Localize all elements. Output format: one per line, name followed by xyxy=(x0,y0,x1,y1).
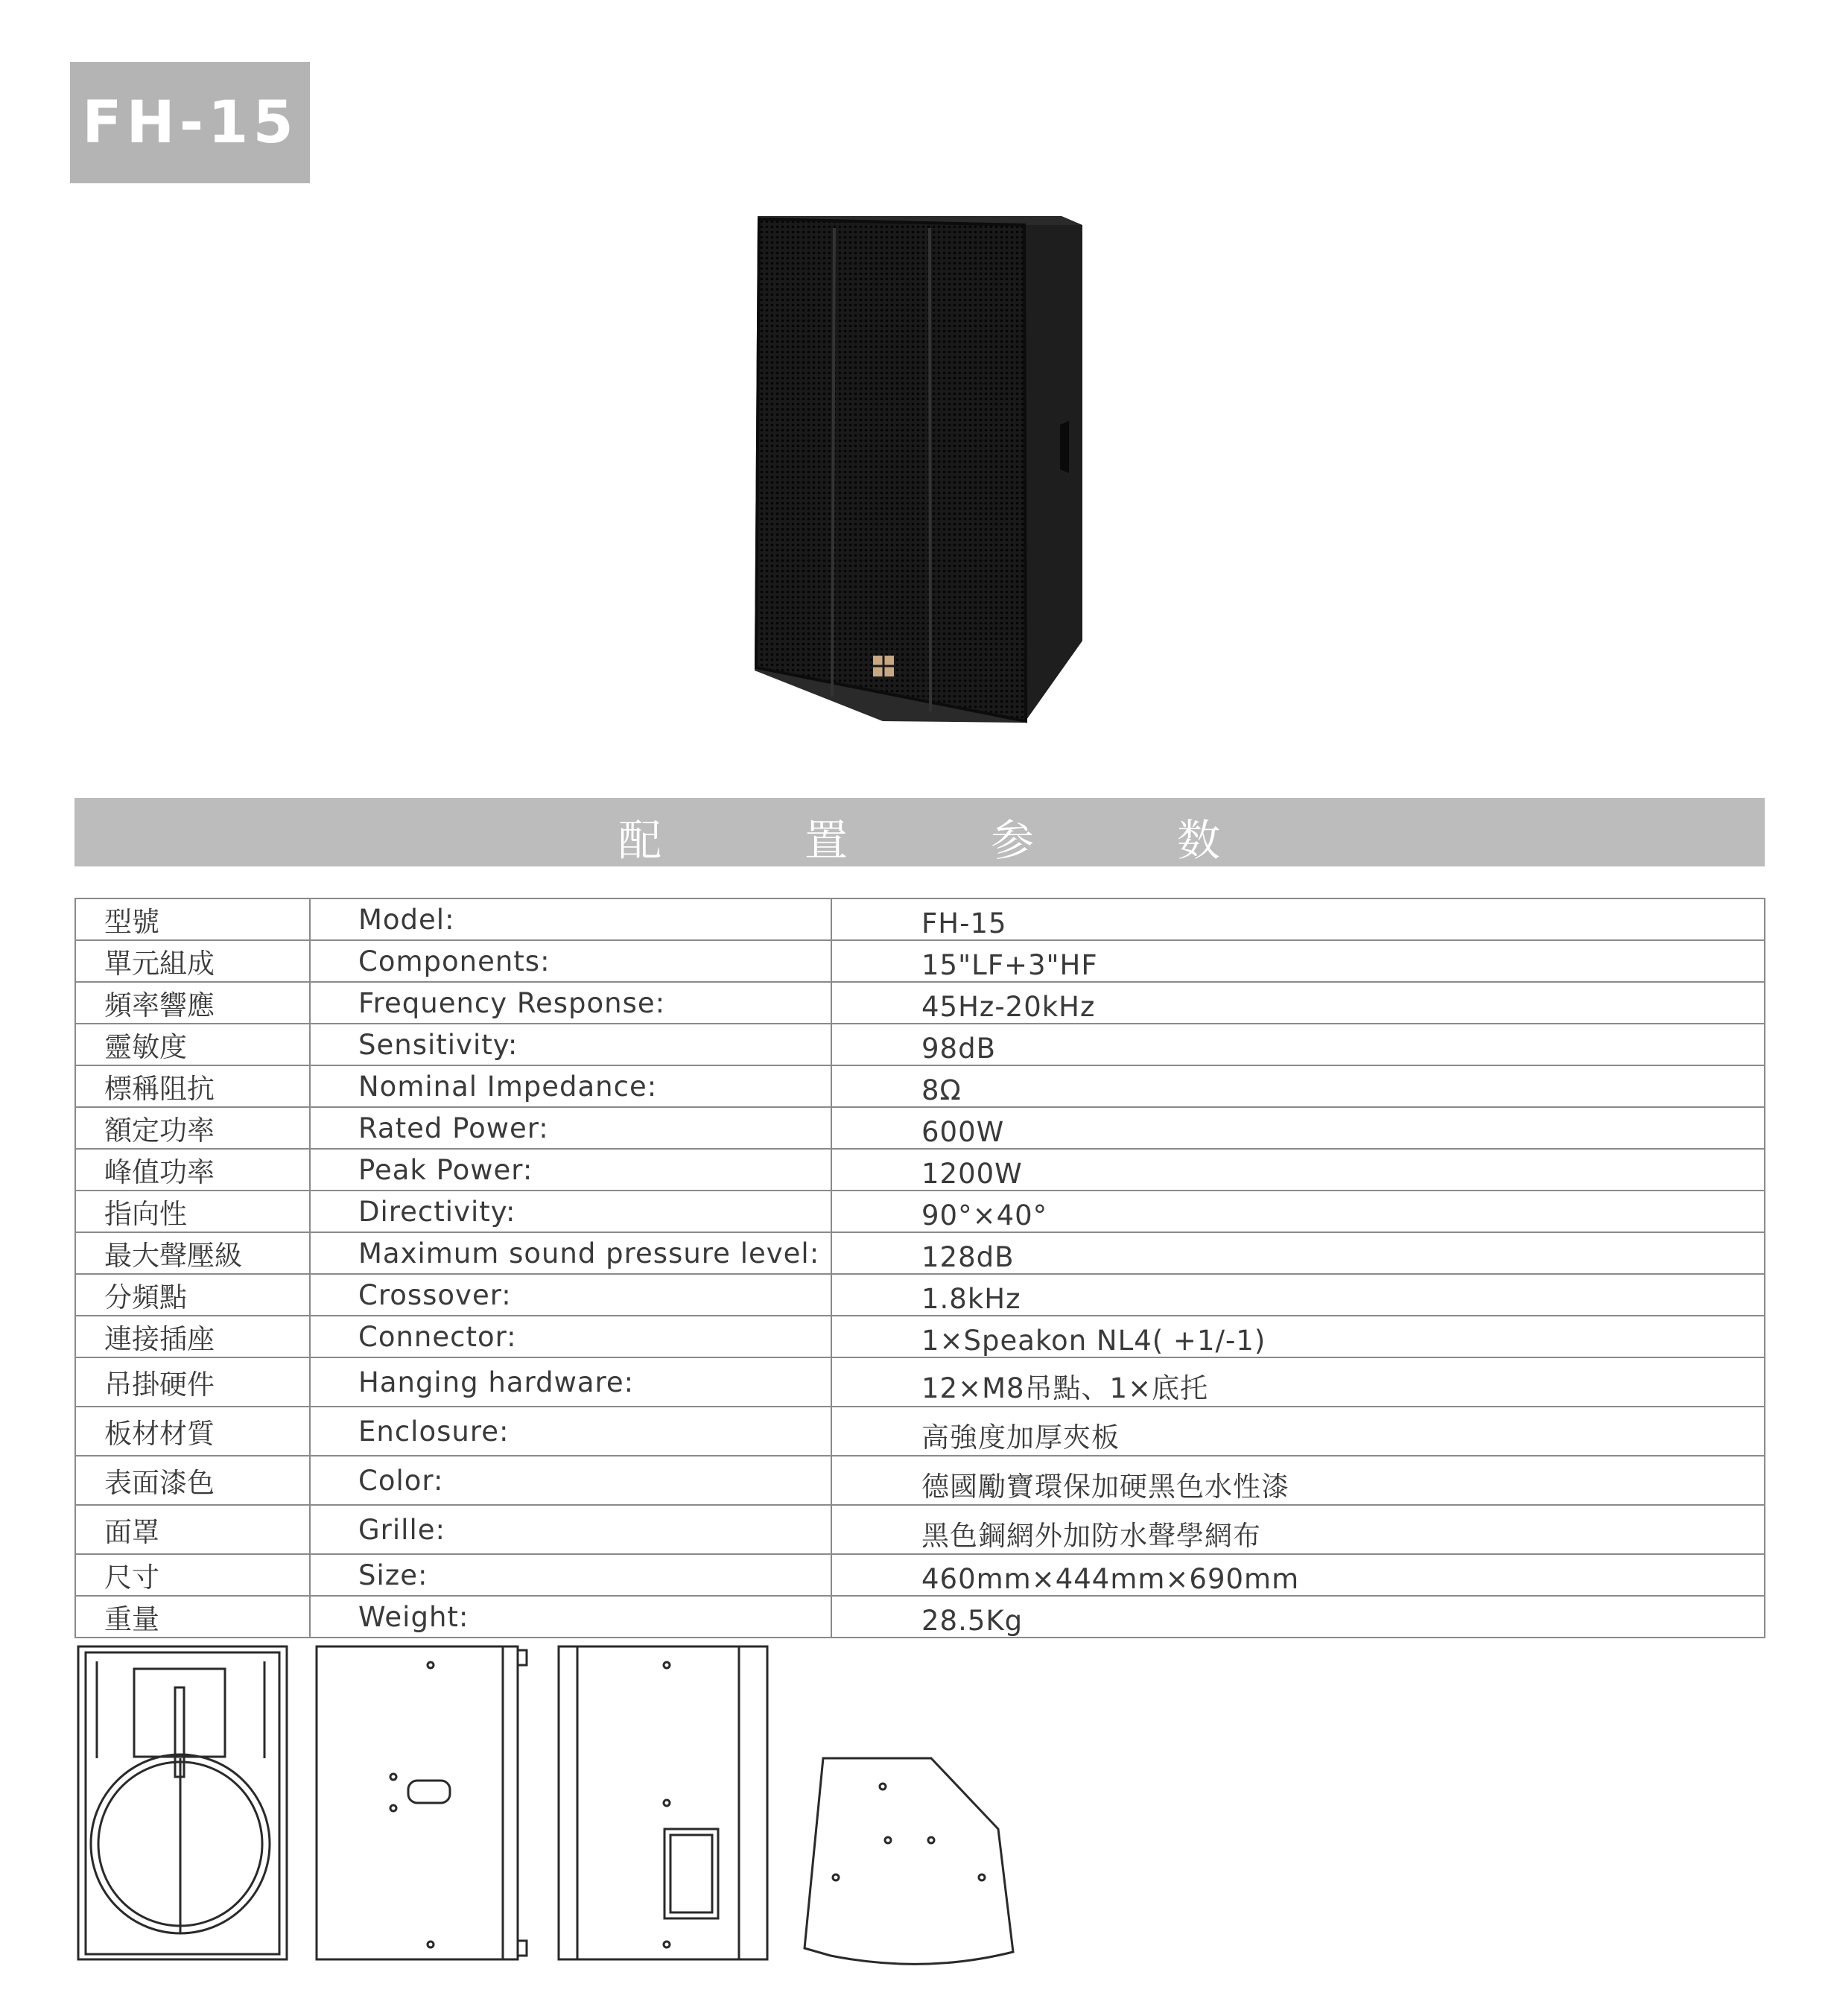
brand-logo-icon xyxy=(873,656,894,676)
spec-label-en: Directivity: xyxy=(310,1191,831,1232)
spec-label-en: Enclosure: xyxy=(310,1407,831,1456)
spec-value: 1200W xyxy=(831,1149,1765,1191)
spec-label-zh: 型號 xyxy=(75,898,310,940)
spec-value: 12×M8吊點、1×底托 xyxy=(831,1357,1765,1407)
spec-label-en: Weight: xyxy=(310,1596,831,1638)
technical-drawings xyxy=(74,1639,1043,1974)
spec-label-en: Hanging hardware: xyxy=(310,1357,831,1407)
spec-value: 28.5Kg xyxy=(831,1596,1765,1638)
spec-row xyxy=(75,1554,1765,1596)
spec-value: 600W xyxy=(831,1107,1765,1149)
header-char: 参 xyxy=(991,815,1035,866)
spec-value: 98dB xyxy=(831,1024,1765,1065)
spec-row xyxy=(75,1191,1765,1232)
spec-row xyxy=(75,940,1765,982)
spec-label-en: Frequency Response: xyxy=(310,982,831,1024)
spec-row xyxy=(75,1065,1765,1107)
spec-label-zh: 重量 xyxy=(75,1596,310,1638)
spec-label-en: Model: xyxy=(310,898,831,940)
spec-row xyxy=(75,1316,1765,1357)
spec-label-zh: 面罩 xyxy=(75,1505,310,1554)
top-view-drawing xyxy=(805,1758,1013,1964)
header-char: 配 xyxy=(618,815,662,866)
spec-label-zh: 峰值功率 xyxy=(75,1149,310,1191)
spec-row xyxy=(75,898,1765,940)
spec-row xyxy=(75,1149,1765,1191)
spec-table xyxy=(74,898,1765,1638)
spec-section-header xyxy=(74,798,1765,866)
spec-label-zh: 表面漆色 xyxy=(75,1456,310,1505)
spec-row xyxy=(75,1357,1765,1407)
spec-label-zh: 吊掛硬件 xyxy=(75,1357,310,1407)
spec-label-zh: 標稱阻抗 xyxy=(75,1065,310,1107)
spec-label-zh: 最大聲壓級 xyxy=(75,1232,310,1274)
spec-value: 德國勵寶環保加硬黑色水性漆 xyxy=(831,1456,1765,1505)
spec-label-zh: 連接插座 xyxy=(75,1316,310,1357)
spec-value: 1.8kHz xyxy=(831,1274,1765,1316)
spec-label-en: Crossover: xyxy=(310,1274,831,1316)
header-char: 数 xyxy=(1177,815,1221,866)
spec-value: 460mm×444mm×690mm xyxy=(831,1554,1765,1596)
spec-row xyxy=(75,1407,1765,1456)
spec-label-zh: 額定功率 xyxy=(75,1107,310,1149)
spec-value: 128dB xyxy=(831,1232,1765,1274)
spec-row xyxy=(75,982,1765,1024)
spec-label-en: Color: xyxy=(310,1456,831,1505)
spec-label-en: Sensitivity: xyxy=(310,1024,831,1065)
spec-label-en: Grille: xyxy=(310,1505,831,1554)
spec-label-en: Rated Power: xyxy=(310,1107,831,1149)
model-badge: FH-15 xyxy=(70,62,310,183)
spec-value: FH-15 xyxy=(831,898,1765,940)
spec-label-en: Nominal Impedance: xyxy=(310,1065,831,1107)
spec-label-zh: 頻率響應 xyxy=(75,982,310,1024)
spec-row xyxy=(75,1596,1765,1638)
spec-row xyxy=(75,1274,1765,1316)
spec-row xyxy=(75,1024,1765,1065)
spec-value: 1×Speakon NL4( +1/-1) xyxy=(831,1316,1765,1357)
spec-label-zh: 指向性 xyxy=(75,1191,310,1232)
spec-label-en: Connector: xyxy=(310,1316,831,1357)
spec-label-en: Size: xyxy=(310,1554,831,1596)
spec-row xyxy=(75,1232,1765,1274)
side-view-drawing xyxy=(559,1646,767,1959)
spec-label-en: Peak Power: xyxy=(310,1149,831,1191)
spec-value: 15"LF+3"HF xyxy=(831,940,1765,982)
rear-view-drawing xyxy=(317,1646,527,1959)
spec-value: 黑色鋼網外加防水聲學網布 xyxy=(831,1505,1765,1554)
spec-label-zh: 尺寸 xyxy=(75,1554,310,1596)
spec-row xyxy=(75,1456,1765,1505)
spec-label-zh: 靈敏度 xyxy=(75,1024,310,1065)
spec-row xyxy=(75,1505,1765,1554)
spec-value: 8Ω xyxy=(831,1065,1765,1107)
spec-value: 45Hz-20kHz xyxy=(831,982,1765,1024)
speaker-product-image xyxy=(749,209,1091,730)
spec-label-zh: 板材材質 xyxy=(75,1407,310,1456)
spec-row xyxy=(75,1107,1765,1149)
front-view-drawing xyxy=(78,1646,287,1959)
spec-label-en: Components: xyxy=(310,940,831,982)
spec-value: 高強度加厚夾板 xyxy=(831,1407,1765,1456)
header-char: 置 xyxy=(805,815,848,866)
spec-label-zh: 分頻點 xyxy=(75,1274,310,1316)
spec-label-zh: 單元組成 xyxy=(75,940,310,982)
spec-value: 90°×40° xyxy=(831,1191,1765,1232)
spec-label-en: Maximum sound pressure level: xyxy=(310,1232,831,1274)
